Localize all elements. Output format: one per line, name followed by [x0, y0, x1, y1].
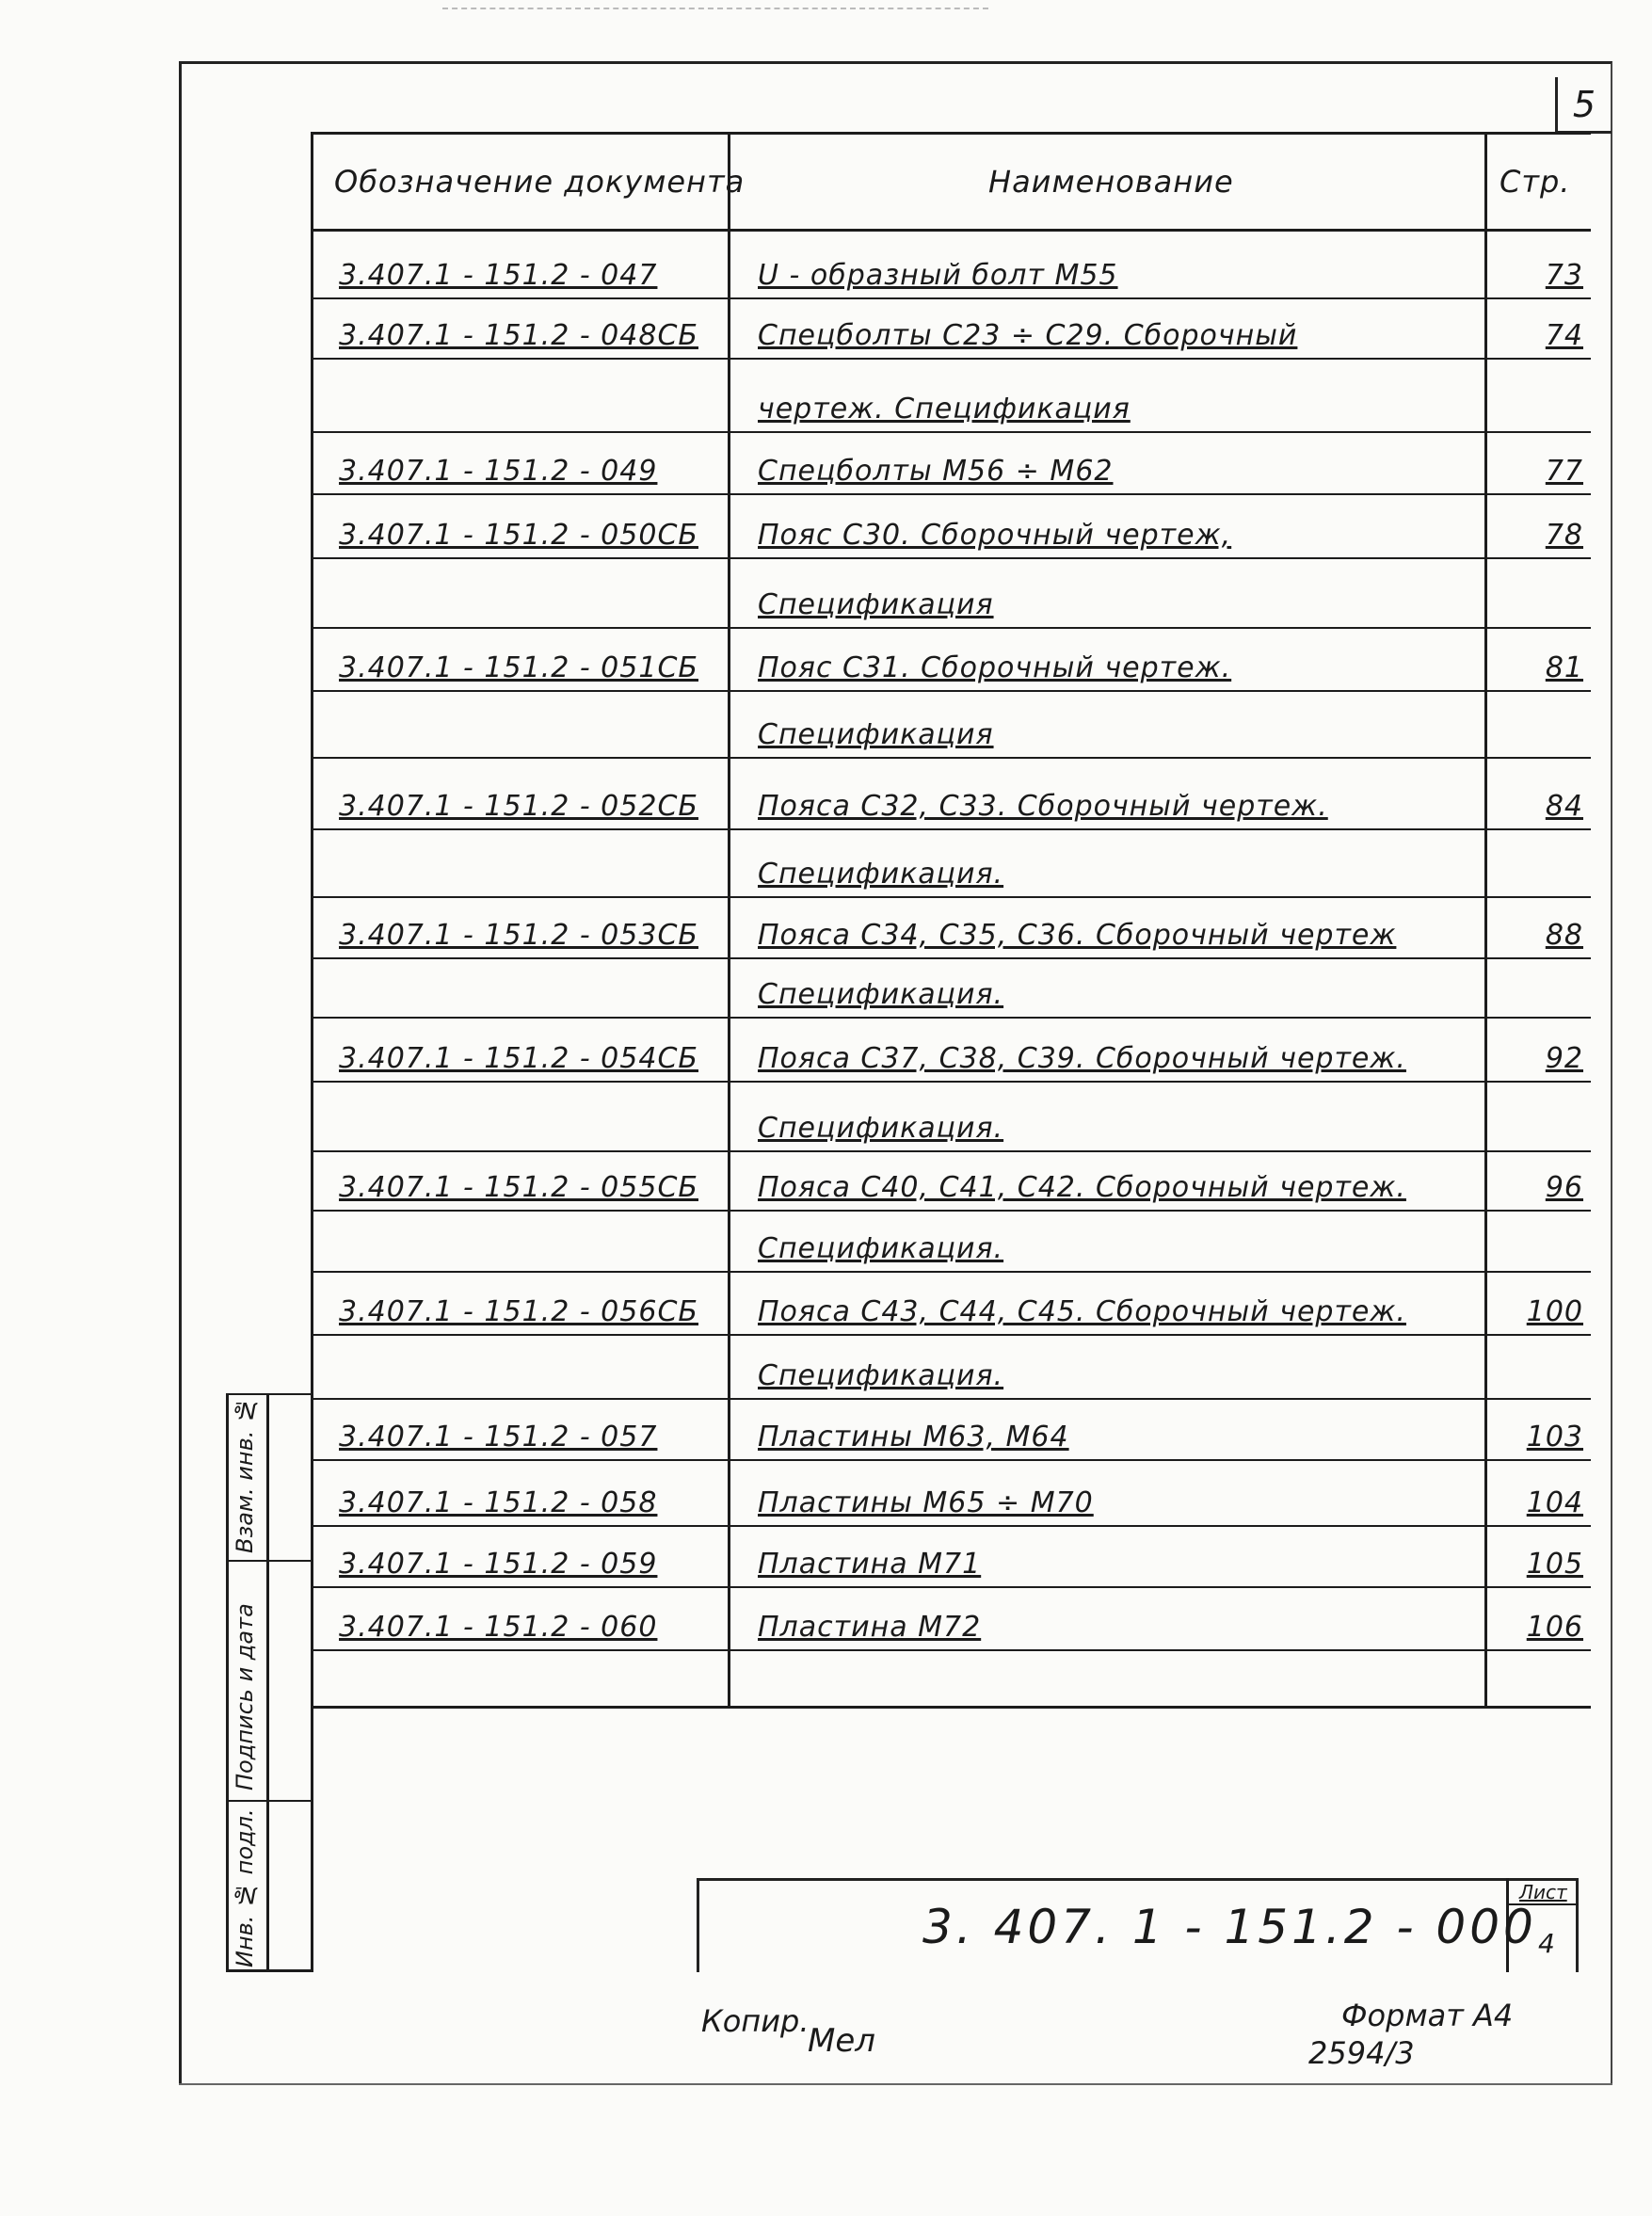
row-page: 84: [1545, 790, 1583, 823]
table-row-rule: [311, 1649, 1591, 1651]
row-designation: 3.407.1 - 151.2 - 057: [339, 1421, 658, 1453]
row-designation: [339, 557, 715, 621]
row-name: Пояса С37, С38, С39. Сборочный чертеж.: [758, 1042, 1406, 1075]
row-designation: [339, 1334, 715, 1392]
stamp-line: [226, 1393, 229, 1972]
row-name: Спецификация.: [758, 978, 1004, 1011]
stamp-signature-date: Подпись и дата: [232, 1603, 258, 1790]
row-page: 92: [1545, 1042, 1583, 1075]
header-designation: Обозначение документа: [334, 163, 746, 200]
stamp-line: [226, 1800, 311, 1802]
row-designation: 3.407.1 - 151.2 - 059: [339, 1548, 658, 1581]
row-designation: [339, 828, 715, 891]
row-designation: 3.407.1 - 151.2 - 052СБ: [339, 790, 698, 823]
row-name: Пояса С40, С41, С42. Сборочный чертеж.: [758, 1171, 1406, 1204]
row-page: 73: [1545, 259, 1583, 292]
row-page: [1499, 690, 1583, 751]
row-name: Пояс С30. Сборочный чертеж,: [758, 519, 1232, 552]
sheet-label: Лист: [1519, 1881, 1567, 1903]
row-page: 74: [1545, 319, 1583, 352]
row-name: Спецификация: [758, 718, 994, 751]
row-name: U - образный болт М55: [758, 259, 1118, 292]
format-label: Формат А4: [1341, 1998, 1514, 2033]
row-name: Спецификация.: [758, 858, 1004, 891]
stamp-replaced-inv: Взам. инв. №: [232, 1397, 258, 1553]
row-name: Пластина М71: [758, 1548, 982, 1581]
header-page: Стр.: [1500, 163, 1571, 200]
row-page: [1499, 828, 1583, 891]
row-name: Пластины М65 ÷ М70: [758, 1486, 1094, 1519]
row-name: чертеж. Спецификация: [758, 393, 1131, 426]
row-page: [1499, 1081, 1583, 1145]
row-designation: 3.407.1 - 151.2 - 048СБ: [339, 319, 698, 352]
row-page: 100: [1526, 1295, 1583, 1328]
row-page: 77: [1545, 455, 1583, 488]
row-name: Спецболты М56 ÷ М62: [758, 455, 1114, 488]
copy-sign: Мел: [808, 2022, 875, 2060]
row-name: Спецификация.: [758, 1359, 1004, 1392]
row-designation: 3.407.1 - 151.2 - 058: [339, 1486, 658, 1519]
row-designation: 3.407.1 - 151.2 - 047: [339, 259, 658, 292]
row-designation: 3.407.1 - 151.2 - 050СБ: [339, 519, 698, 552]
row-page: [1499, 1210, 1583, 1265]
row-designation: [339, 1210, 715, 1265]
row-name: Пластины М63, М64: [758, 1421, 1069, 1453]
row-designation: 3.407.1 - 151.2 - 054СБ: [339, 1042, 698, 1075]
row-page: 88: [1545, 919, 1583, 952]
row-page: 78: [1545, 519, 1583, 552]
row-name: Пояс С31. Сборочный чертеж.: [758, 651, 1232, 684]
row-designation: 3.407.1 - 151.2 - 053СБ: [339, 919, 698, 952]
stamp-line: [226, 1560, 311, 1562]
row-name: Спецификация.: [758, 1232, 1004, 1265]
stamp-line: [226, 1393, 311, 1395]
row-page: [1499, 957, 1583, 1011]
row-page: 96: [1545, 1171, 1583, 1204]
stamp-inv-original: Инв. № подл.: [232, 1808, 258, 1967]
stamp-line: [266, 1393, 269, 1972]
document-code: 3. 407. 1 - 151.2 - 000: [922, 1900, 1537, 1954]
row-page: 104: [1526, 1486, 1583, 1519]
row-name: Пояса С32, С33. Сборочный чертеж.: [758, 790, 1328, 823]
row-name: Пояса С43, С44, С45. Сборочный чертеж.: [758, 1295, 1406, 1328]
row-name: Спецификация.: [758, 1112, 1004, 1145]
row-name: Спецболты С23 ÷ С29. Сборочный: [758, 319, 1298, 352]
row-designation: 3.407.1 - 151.2 - 060: [339, 1611, 658, 1644]
row-page: 106: [1526, 1611, 1583, 1644]
contents-table: [311, 132, 1583, 1972]
row-page: 105: [1526, 1548, 1583, 1581]
header-name: Наименование: [988, 163, 1234, 200]
row-designation: [339, 957, 715, 1011]
frame-bottom-line: [179, 2083, 1612, 2085]
row-name: Пояса С34, С35, С36. Сборочный чертеж: [758, 919, 1397, 952]
row-designation: 3.407.1 - 151.2 - 051СБ: [339, 651, 698, 684]
doc-number: 2594/3: [1308, 2035, 1415, 2071]
row-page: 81: [1545, 651, 1583, 684]
row-designation: [339, 1081, 715, 1145]
row-name: Спецификация: [758, 588, 994, 621]
row-page: [1499, 358, 1583, 426]
row-designation: [339, 358, 715, 426]
row-designation: [339, 690, 715, 751]
row-designation: 3.407.1 - 151.2 - 049: [339, 455, 658, 488]
row-page: 103: [1526, 1421, 1583, 1453]
sheet-num: 4: [1538, 1928, 1555, 1959]
copy-label: Копир.: [701, 2003, 810, 2039]
row-page: [1499, 1334, 1583, 1392]
row-designation: 3.407.1 - 151.2 - 056СБ: [339, 1295, 698, 1328]
sheet-number: 5: [1555, 77, 1612, 134]
row-page: [1499, 557, 1583, 621]
stamp-line: [226, 1969, 311, 1972]
row-designation: 3.407.1 - 151.2 - 055СБ: [339, 1171, 698, 1204]
row-name: Пластина М72: [758, 1611, 982, 1644]
scan-top-marks: [442, 8, 988, 11]
